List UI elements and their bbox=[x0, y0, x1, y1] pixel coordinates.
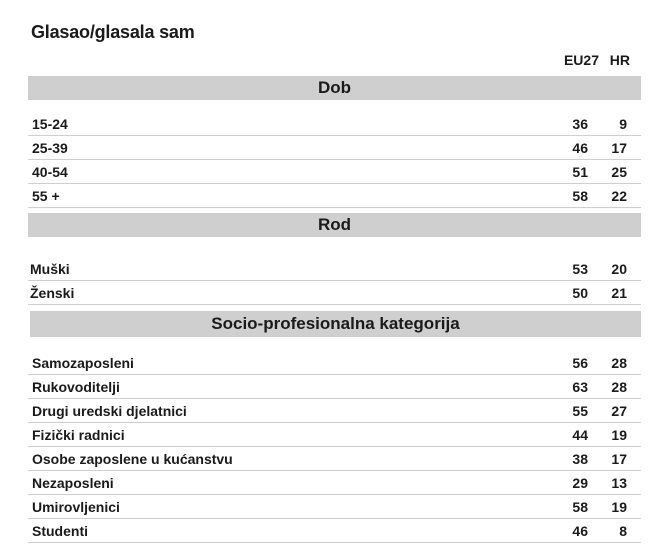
value-hr: 17 bbox=[611, 451, 627, 467]
value-hr: 19 bbox=[611, 427, 627, 443]
section-header-dob: Dob bbox=[28, 76, 641, 100]
value-hr: 28 bbox=[611, 379, 627, 395]
table-row bbox=[28, 257, 641, 281]
value-hr: 22 bbox=[611, 188, 627, 204]
value-hr: 27 bbox=[611, 403, 627, 419]
row-label: 25-39 bbox=[32, 140, 68, 156]
row-label: Ženski bbox=[30, 285, 75, 301]
page-title: Glasao/glasala sam bbox=[31, 22, 195, 42]
value-eu27: 58 bbox=[572, 188, 588, 204]
value-hr: 28 bbox=[611, 355, 627, 371]
value-hr: 19 bbox=[611, 499, 627, 515]
value-eu27: 63 bbox=[572, 379, 588, 395]
table-row bbox=[28, 184, 641, 208]
table-row bbox=[28, 519, 641, 543]
row-label: Samozaposleni bbox=[32, 355, 134, 371]
section-rows-rod bbox=[28, 257, 641, 305]
row-label: 15-24 bbox=[32, 116, 68, 132]
value-hr: 9 bbox=[619, 116, 627, 132]
value-hr: 13 bbox=[611, 475, 627, 491]
table-row bbox=[28, 112, 641, 136]
row-label: Muški bbox=[30, 261, 70, 277]
value-eu27: 38 bbox=[572, 451, 588, 467]
table-row bbox=[28, 281, 641, 305]
value-eu27: 36 bbox=[572, 116, 588, 132]
row-label: Osobe zaposlene u kućanstvu bbox=[32, 451, 233, 467]
value-hr: 21 bbox=[611, 285, 627, 301]
value-hr: 20 bbox=[611, 261, 627, 277]
value-hr: 17 bbox=[611, 140, 627, 156]
column-headers bbox=[0, 52, 650, 70]
value-hr: 25 bbox=[611, 164, 627, 180]
table-row bbox=[28, 136, 641, 160]
table-row bbox=[28, 447, 641, 471]
row-label: 55 + bbox=[32, 188, 60, 204]
column-header-hr: HR bbox=[609, 52, 630, 68]
table-row bbox=[28, 160, 641, 184]
value-eu27: 29 bbox=[572, 475, 588, 491]
value-eu27: 58 bbox=[572, 499, 588, 515]
table-row bbox=[28, 399, 641, 423]
column-header-eu27: EU27 bbox=[563, 52, 599, 68]
table-row bbox=[28, 423, 641, 447]
value-eu27: 46 bbox=[572, 140, 588, 156]
row-label: Rukovoditelji bbox=[32, 379, 120, 395]
table-row bbox=[28, 375, 641, 399]
value-eu27: 55 bbox=[572, 403, 588, 419]
row-label: Drugi uredski djelatnici bbox=[32, 403, 187, 419]
section-rows-socio-professional bbox=[28, 351, 641, 543]
value-eu27: 50 bbox=[572, 285, 588, 301]
section-header-rod: Rod bbox=[28, 213, 641, 237]
table-row bbox=[28, 351, 641, 375]
section-header-socio-professional: Socio-profesionalna kategorija bbox=[30, 311, 641, 337]
value-hr: 8 bbox=[619, 523, 627, 539]
value-eu27: 53 bbox=[572, 261, 588, 277]
row-label: 40-54 bbox=[32, 164, 68, 180]
value-eu27: 46 bbox=[572, 523, 588, 539]
value-eu27: 51 bbox=[572, 164, 588, 180]
row-label: Fizički radnici bbox=[32, 427, 125, 443]
table-row bbox=[28, 495, 641, 519]
row-label: Umirovljenici bbox=[32, 499, 120, 515]
value-eu27: 56 bbox=[572, 355, 588, 371]
row-label: Studenti bbox=[32, 523, 88, 539]
row-label: Nezaposleni bbox=[32, 475, 114, 491]
section-rows-dob bbox=[28, 112, 641, 208]
table-row bbox=[28, 471, 641, 495]
value-eu27: 44 bbox=[572, 427, 588, 443]
